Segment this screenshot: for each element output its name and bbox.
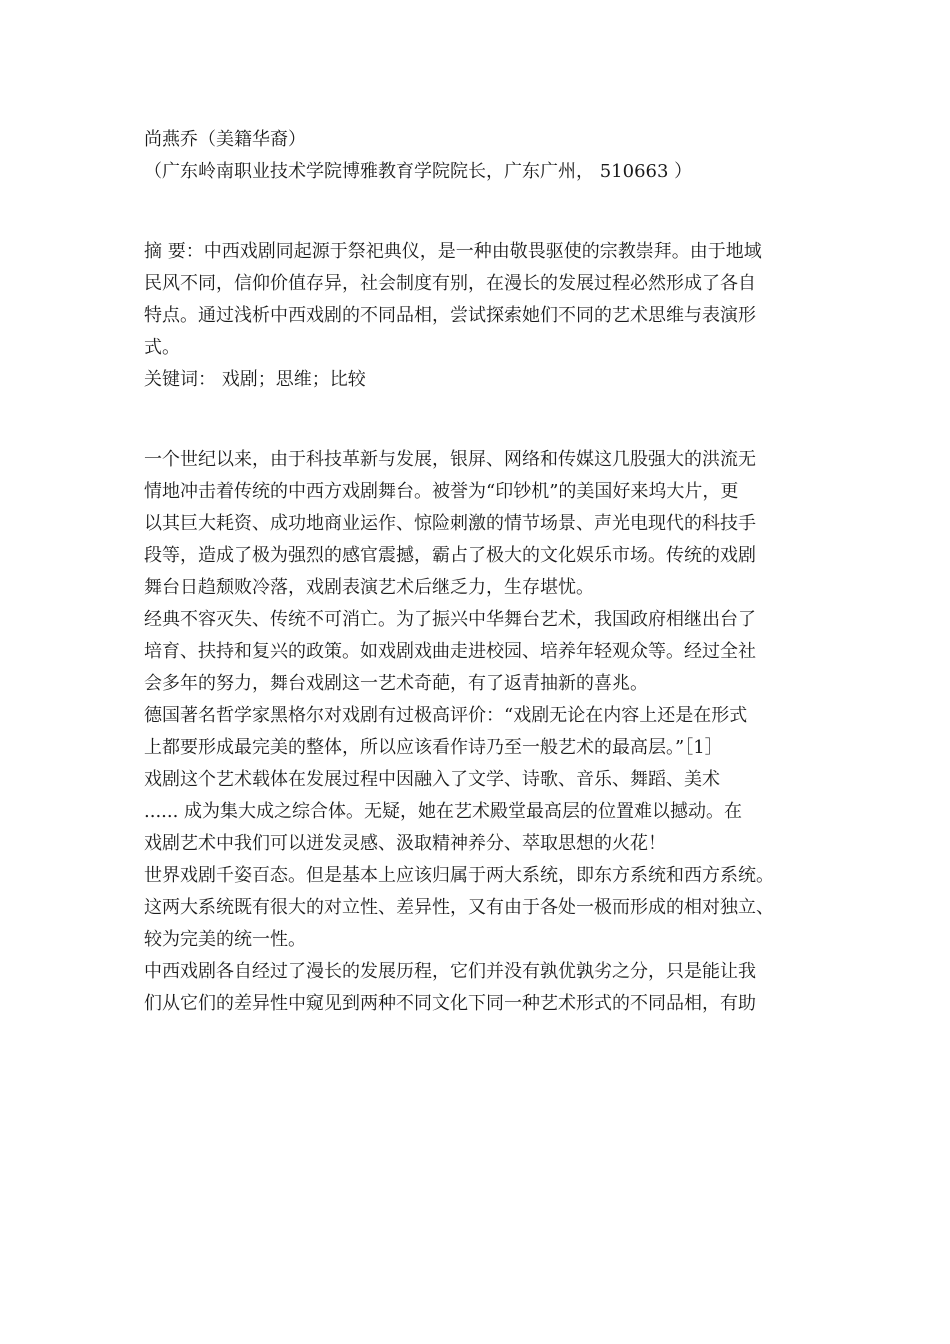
abstract-line: 摘 要：中西戏剧同起源于祭祀典仪，是一种由敬畏驱使的宗教崇拜。由于地域 bbox=[144, 241, 762, 262]
paragraph-line: 会多年的努力，舞台戏剧这一艺术奇葩，有了返青抽新的喜兆。 bbox=[144, 673, 648, 694]
paragraph-line: 舞台日趋颓败冷落，戏剧表演艺术后继乏力，生存堪忧。 bbox=[144, 577, 594, 598]
paragraph-line: 一个世纪以来，由于科技革新与发展，银屏、网络和传媒这几股强大的洪流无 bbox=[144, 449, 756, 470]
paragraph-line: 段等，造成了极为强烈的感官震撼，霸占了极大的文化娱乐市场。传统的戏剧 bbox=[144, 545, 756, 566]
body-paragraph-5 bbox=[144, 860, 808, 956]
body-paragraph-6 bbox=[144, 956, 808, 1020]
paragraph-line: 们从它们的差异性中窥见到两种不同文化下同一种艺术形式的不同品相，有助 bbox=[144, 993, 756, 1014]
body-paragraph-2 bbox=[144, 604, 808, 700]
abstract-line: 式。 bbox=[144, 337, 180, 358]
paragraph-line: 上都要形成最完美的整体，所以应该看作诗乃至一般艺术的最高层。”［1］ bbox=[144, 737, 723, 758]
abstract-line: 民风不同，信仰价值存异，社会制度有别，在漫长的发展过程必然形成了各自 bbox=[144, 273, 756, 294]
paragraph-line: 较为完美的统一性。 bbox=[144, 929, 306, 950]
paragraph-line: 中西戏剧各自经过了漫长的发展历程，它们并没有孰优孰劣之分，只是能让我 bbox=[144, 961, 756, 982]
paragraph-line: 以其巨大耗资、成功地商业运作、惊险刺激的情节场景、声光电现代的科技手 bbox=[144, 513, 756, 534]
paragraph-line: 培育、扶持和复兴的政策。如戏剧戏曲走进校园、培养年轻观众等。经过全社 bbox=[144, 641, 756, 662]
paragraph-line: 情地冲击着传统的中西方戏剧舞台。被誉为“印钞机”的美国好来坞大片，更 bbox=[144, 481, 739, 502]
paragraph-line: 经典不容灭失、传统不可消亡。为了振兴中华舞台艺术，我国政府相继出台了 bbox=[144, 609, 756, 630]
keywords-line: 关键词： 戏剧；思维；比较 bbox=[144, 369, 366, 390]
author-line: 尚燕乔（美籍华裔） bbox=[144, 129, 306, 150]
paragraph-line: 德国著名哲学家黑格尔对戏剧有过极高评价：“戏剧无论在内容上还是在形式 bbox=[144, 705, 748, 726]
paragraph-line: 戏剧这个艺术载体在发展过程中因融入了文学、诗歌、音乐、舞蹈、美术 bbox=[144, 769, 720, 790]
affiliation-line: （广东岭南职业技术学院博雅教育学院院长，广东广州， 510663 ） bbox=[144, 161, 693, 182]
body-paragraph-3 bbox=[144, 700, 808, 764]
paragraph-line: 这两大系统既有很大的对立性、差异性，又有由于各处一极而形成的相对独立、 bbox=[144, 897, 774, 918]
document-page bbox=[144, 124, 808, 1020]
body-paragraph-4 bbox=[144, 764, 808, 860]
paragraph-line: 戏剧艺术中我们可以迸发灵感、汲取精神养分、萃取思想的火花！ bbox=[144, 833, 666, 854]
paragraph-line: 世界戏剧千姿百态。但是基本上应该归属于两大系统，即东方系统和西方系统。 bbox=[144, 865, 774, 886]
body-paragraph-1 bbox=[144, 444, 808, 604]
paragraph-line: ...... 成为集大成之综合体。无疑，她在艺术殿堂最高层的位置难以撼动。在 bbox=[144, 801, 743, 822]
abstract bbox=[144, 236, 808, 364]
abstract-line: 特点。通过浅析中西戏剧的不同品相，尝试探索她们不同的艺术思维与表演形 bbox=[144, 305, 756, 326]
